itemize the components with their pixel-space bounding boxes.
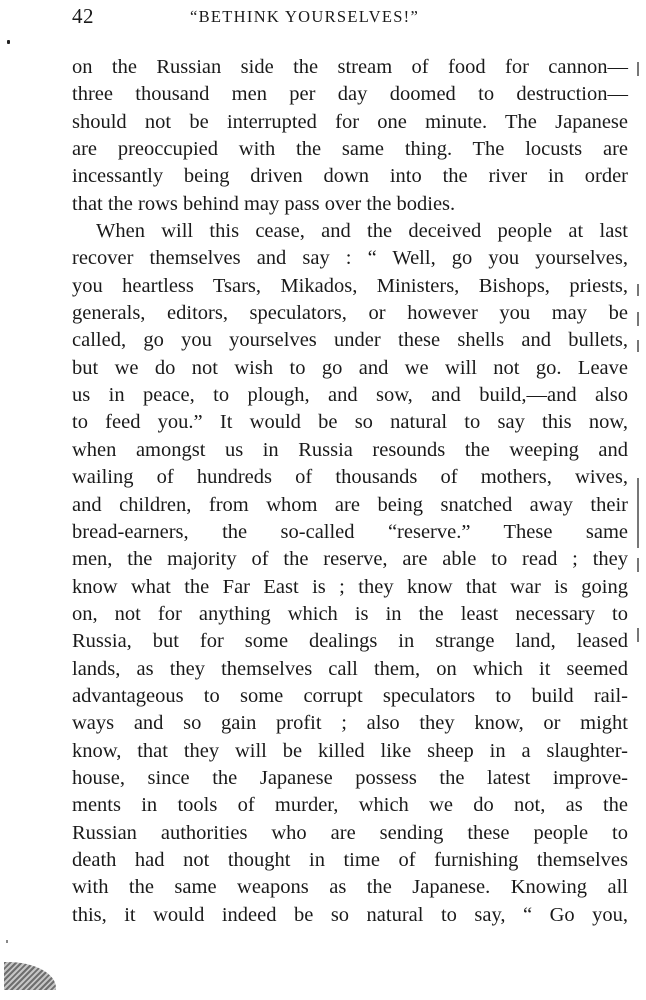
text-line: death had not thought in time of furnishing themselves (72, 848, 628, 871)
text-line: know, that they will be killed like sheep in a slaughter- (72, 739, 628, 762)
text-line: Russia, but for some dealings in strange land, leased (72, 630, 628, 653)
text-line: three thousand men per day doomed to destruction— (72, 83, 628, 106)
text-line: ments in tools of murder, which we do not, as the (72, 794, 628, 817)
text-line: house, since the Japanese possess the latest improve- (72, 766, 628, 789)
text-line: with the same weapons as the Japanese. Knowing all (72, 876, 628, 899)
text-line: on, not for anything which is in the least necessary to (72, 602, 628, 625)
body-text (72, 54, 628, 929)
text-line: us in peace, to plough, and sow, and build,—and also (72, 384, 628, 407)
text-line: to feed you.” It would be so natural to say this now, (72, 411, 628, 434)
text-line: recover themselves and say : “ Well, go you yourselves, (72, 247, 628, 270)
text-line: advantageous to some corrupt speculators to build rail- (72, 684, 628, 707)
scan-corner-shadow (4, 962, 56, 990)
scan-margin-mark (637, 478, 639, 548)
scan-margin-mark (637, 558, 639, 572)
text-line: on the Russian side the stream of food for cannon— (72, 56, 628, 78)
text-line: you heartless Tsars, Mikados, Ministers, Bishops, priests, (72, 274, 628, 297)
text-line: generals, editors, speculators, or however you may be (72, 302, 628, 325)
text-line: this, it would indeed be so natural to say, “ Go you, (72, 903, 628, 926)
scan-margin-mark (637, 284, 639, 296)
text-line: are preoccupied with the same thing. The locusts are (72, 138, 628, 161)
text-line: When will this cease, and the deceived people at last (96, 220, 628, 243)
print-speck (6, 940, 8, 943)
text-line: when amongst us in Russia resounds the weeping and (72, 438, 628, 461)
text-line: men, the majority of the reserve, are able to read ; they (72, 548, 628, 571)
page-number: 42 (72, 4, 94, 28)
scan-margin-mark (637, 312, 639, 326)
text-line: ways and so gain profit ; also they know, or might (72, 712, 628, 735)
scan-margin-mark (637, 340, 639, 352)
print-speck (7, 40, 10, 44)
text-line: called, go you yourselves under these shells and bullets, (72, 329, 628, 352)
text-line: but we do not wish to go and we will not go. Leave (72, 356, 628, 379)
page-header (72, 4, 628, 34)
text-line: and children, from whom are being snatched away their (72, 493, 628, 516)
running-head: “BETHINK YOURSELVES!” (190, 7, 420, 26)
text-line: wailing of hundreds of thousands of mothers, wives, (72, 466, 628, 489)
text-line: that the rows behind may pass over the bodies. (72, 192, 456, 215)
text-line: lands, as they themselves call them, on which it seemed (72, 657, 628, 680)
text-line: bread-earners, the so-called “reserve.” These same (72, 520, 628, 543)
text-line: Russian authorities who are sending these people to (72, 821, 628, 844)
text-line: should not be interrupted for one minute. The Japanese (72, 110, 628, 133)
text-line: incessantly being driven down into the river in order (72, 165, 628, 188)
scan-margin-mark (637, 628, 639, 642)
text-line: know what the Far East is ; they know that war is going (72, 575, 628, 598)
scan-margin-mark (637, 62, 639, 76)
